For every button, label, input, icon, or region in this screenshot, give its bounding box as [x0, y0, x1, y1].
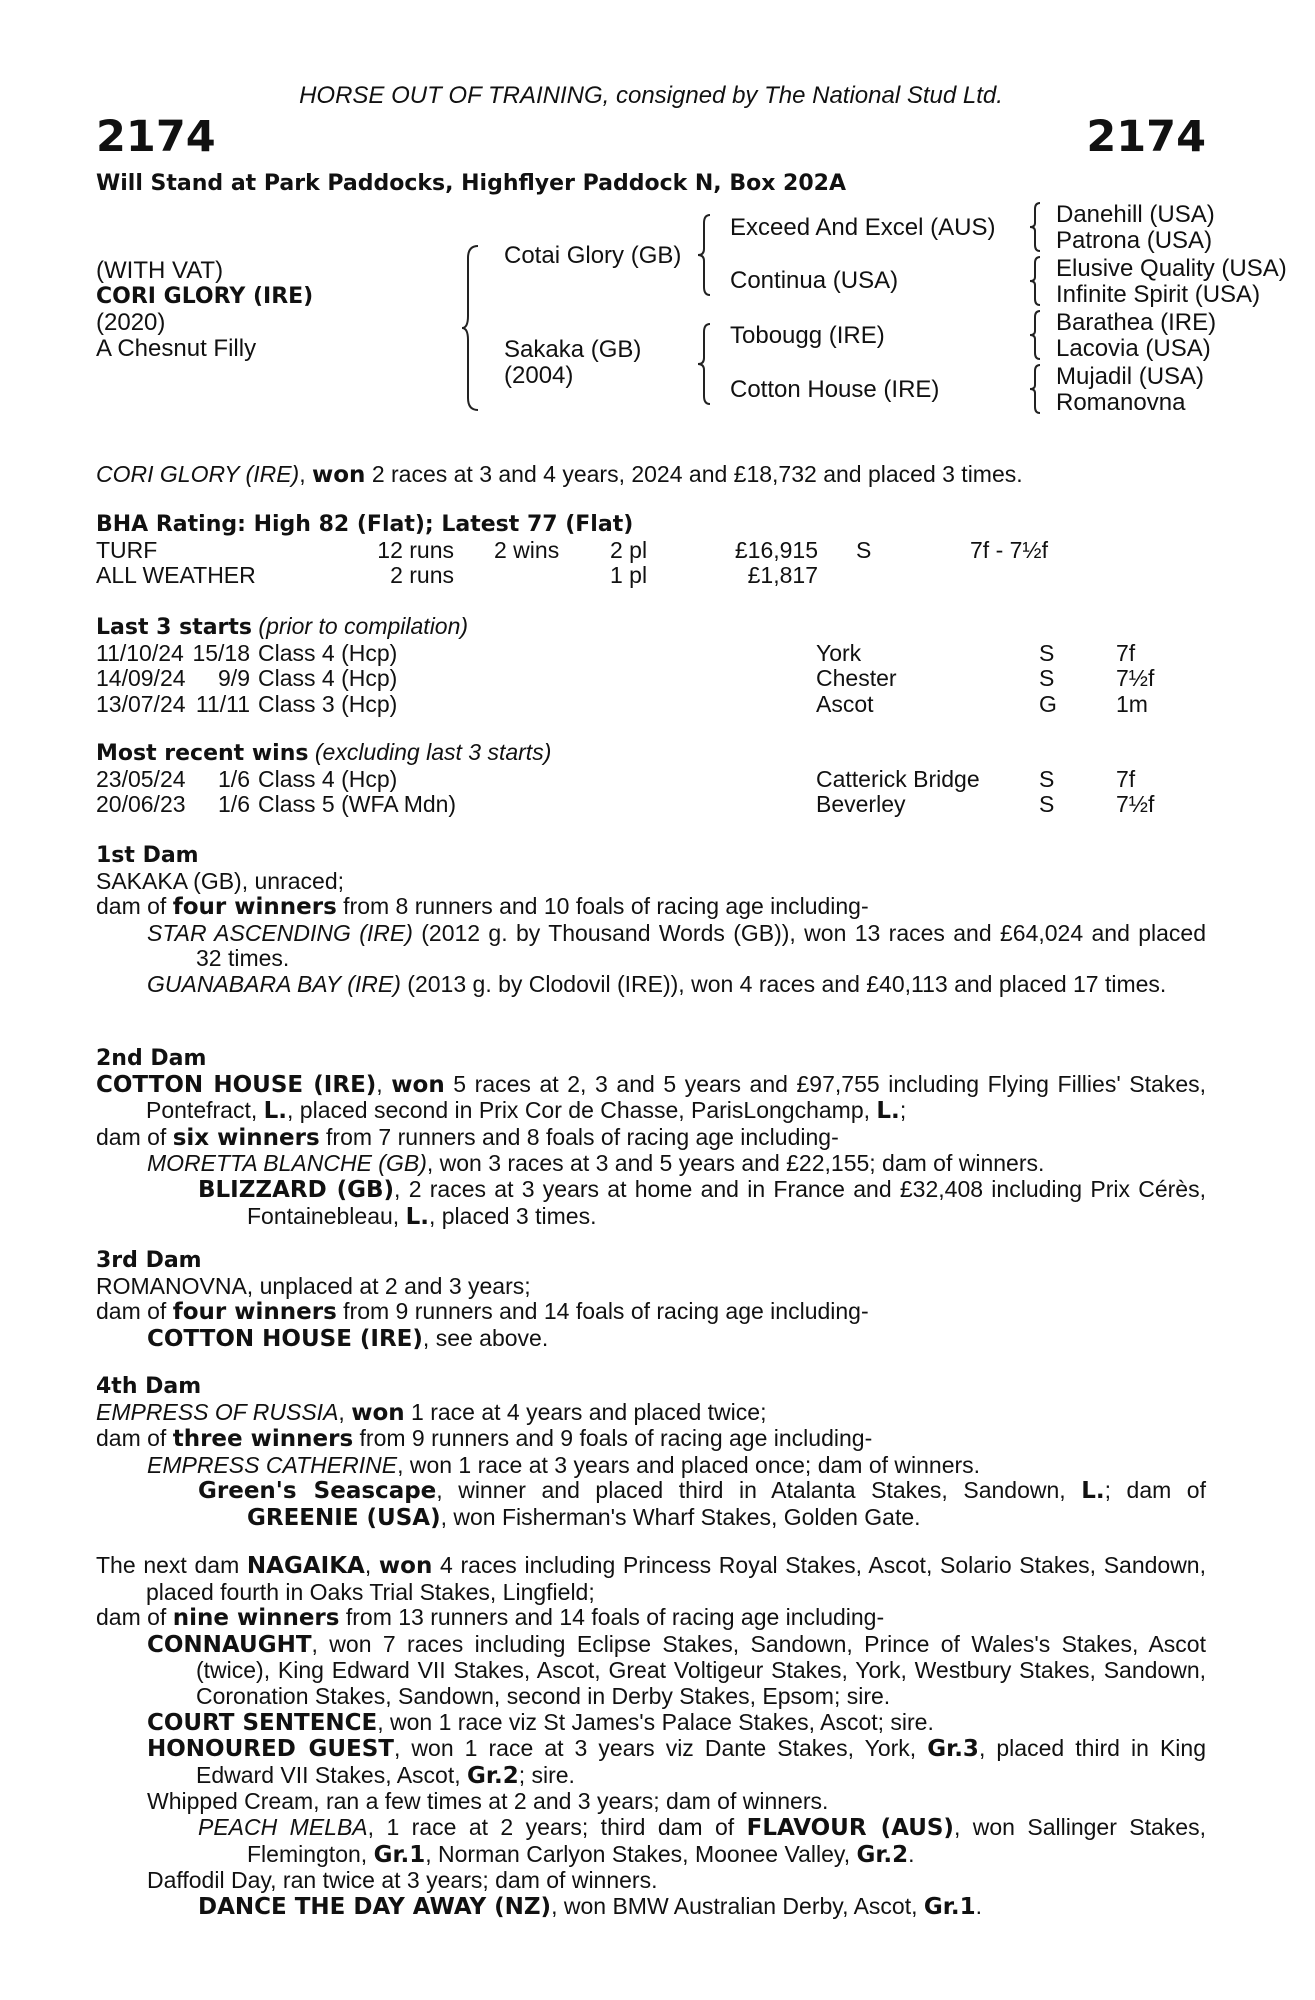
dam-sire-sire: Barathea (IRE) [1056, 309, 1217, 336]
horse-name: CORI GLORY (IRE) [96, 284, 314, 309]
last3-title: Last 3 starts [96, 615, 253, 640]
produce-entry [96, 972, 1206, 998]
main-brace [462, 244, 482, 412]
vat-note: (WITH VAT) [96, 257, 224, 284]
produce-entry [96, 921, 1206, 972]
listed-mark: L. [263, 1098, 288, 1125]
second-dam-title: 2nd Dam [96, 1046, 207, 1071]
text: from 9 runners and 9 foals of racing age including- [353, 1425, 873, 1452]
win-course: Catterick Bridge [816, 765, 980, 792]
lot-number-right: 2174 [1086, 112, 1206, 162]
first-dam-produce [96, 894, 1206, 921]
group-mark: Gr.1 [373, 1841, 426, 1868]
sire-name: Cotai Glory (GB) [504, 242, 682, 269]
win-position: 1/6 [218, 791, 250, 818]
text: The next dam [96, 1552, 247, 1578]
sire-sire-dam: Patrona (USA) [1056, 227, 1213, 254]
produce-text: , 1 race at 2 years; third dam of [367, 1813, 747, 1840]
third-dam-line: ROMANOVNA, unplaced at 2 and 3 years; [96, 1272, 531, 1299]
race-summary: CORI GLORY (IRE), won 2 races at 3 and 4 years, 2024 and £18,732 and placed 3 times. [96, 461, 1023, 488]
produce-text: , won 3 races at 3 and 5 years and £22,155; dam of winners. [426, 1150, 1045, 1177]
produce-text: . [975, 1892, 982, 1919]
first-dam-section [96, 843, 1206, 998]
rating-runs: 12 runs [377, 536, 454, 563]
produce-name: Green's Seascape [198, 1478, 437, 1505]
start-going: G [1039, 690, 1057, 717]
produce-entry: Whipped Cream, ran a few times at 2 and 3 years; dam of winners. [147, 1788, 829, 1815]
text: from 8 runners and 10 foals of racing age including- [336, 893, 869, 920]
produce-text: ; sire. [518, 1761, 575, 1788]
produce-text: , winner and placed third in Atalanta Stakes, Sandown, [436, 1477, 1082, 1504]
sire-sire-sire: Danehill (USA) [1056, 201, 1215, 228]
rating-wins: 2 wins [494, 536, 560, 563]
produce-text: , won 1 race at 3 years and placed once; dam of winners. [397, 1451, 981, 1478]
produce-text: , Norman Carlyon Stakes, Moonee Valley, [425, 1840, 857, 1867]
win-row [96, 792, 1206, 818]
group-mark: Gr.3 [927, 1736, 979, 1763]
lot-number-left: 2174 [96, 112, 216, 162]
produce-entry: Daffodil Day, ran twice at 3 years; dam of winners. [147, 1867, 658, 1894]
fourth-dam-title: 4th Dam [96, 1374, 202, 1399]
produce-name: STAR ASCENDING (IRE) [147, 919, 413, 946]
produce-name: MORETTA BLANCHE (GB) [147, 1150, 427, 1177]
listed-mark: L. [1081, 1478, 1105, 1505]
produce-text: , see above. [422, 1324, 549, 1351]
group-mark: Gr.2 [856, 1841, 909, 1868]
text: dam of [96, 1123, 173, 1150]
produce-text: , won Fisherman's Wharf Stakes, Golden Gate. [440, 1503, 921, 1530]
win-date: 20/06/23 [96, 791, 186, 818]
text: 1 race at 4 years and placed twice; [404, 1398, 767, 1425]
start-row [96, 666, 1206, 692]
dam-dam-dam: Romanovna [1056, 389, 1186, 416]
dam-name: Sakaka (GB) [504, 336, 642, 363]
produce-name: BLIZZARD (GB) [198, 1176, 395, 1203]
win-class: Class 5 (WFA Mdn) [258, 791, 457, 818]
rating-section [96, 512, 1206, 589]
produce-text: , 2 races at 3 years at home and in France and £32,408 including Prix Cérès, Fontainebleau, [247, 1175, 1206, 1229]
produce-entry [96, 1478, 1206, 1531]
start-course: Ascot [816, 690, 874, 717]
summary-text: 2 races at 3 and 4 years, 2024 and £18,732 and placed 3 times. [371, 461, 1023, 487]
text: dam of [96, 1604, 173, 1631]
produce-text: , placed 3 times. [428, 1202, 597, 1229]
start-position: 15/18 [192, 639, 250, 666]
fourth-dam-section [96, 1374, 1206, 1532]
text: 4 races including Princess Royal Stakes, Ascot, Solario Stakes, Sandown, placed fourth in Oaks Trial Stakes, Lingfield; [146, 1552, 1206, 1605]
start-position: 9/9 [218, 665, 250, 692]
produce-text: , placed third in King Edward VII Stakes, Ascot, [196, 1735, 1206, 1788]
text: , [364, 1552, 379, 1578]
dam-sire-dam: Lacovia (USA) [1056, 335, 1211, 362]
win-distance: 7f [1116, 765, 1136, 792]
next-dam-produce [96, 1605, 1206, 1632]
start-position: 11/11 [195, 690, 250, 717]
listed-mark: L. [876, 1098, 900, 1125]
rating-prize: £16,915 [734, 536, 818, 563]
third-dam-title: 3rd Dam [96, 1248, 202, 1273]
produce-name: COTTON HOUSE (IRE) [147, 1325, 423, 1352]
produce-entry [96, 1177, 1206, 1230]
group-mark: Gr.2 [467, 1762, 519, 1789]
produce-name: EMPRESS CATHERINE [147, 1451, 398, 1478]
rating-prize: £1,817 [747, 562, 818, 589]
text: dam of [96, 1425, 173, 1452]
start-date: 13/07/24 [96, 690, 186, 717]
winners-count: four winners [172, 1299, 337, 1326]
text: from 9 runners and 14 foals of racing age including- [336, 1298, 869, 1325]
rating-placed: 2 pl [610, 536, 648, 563]
third-dam-section [96, 1248, 1206, 1352]
start-class: Class 3 (Hcp) [258, 690, 398, 717]
winners-count: four winners [172, 894, 337, 921]
second-dam-entry [96, 1072, 1206, 1125]
summary-won: won [311, 462, 366, 488]
second-dam-produce [96, 1125, 1206, 1152]
text: , [376, 1070, 392, 1097]
produce-text: . [908, 1840, 915, 1867]
rating-placed: 1 pl [610, 562, 648, 589]
last-3-starts [96, 614, 1206, 717]
fourth-dam-produce [96, 1426, 1206, 1453]
produce-entry [96, 1710, 1206, 1737]
next-dam-entry [96, 1553, 1206, 1605]
produce-name: COURT SENTENCE [147, 1709, 378, 1736]
rating-runs: 2 runs [390, 562, 454, 589]
produce-name: CONNAUGHT [147, 1631, 312, 1658]
start-row [96, 641, 1206, 667]
produce-text: , won 1 race viz St James's Palace Stakes, Ascot; sire. [377, 1708, 934, 1735]
win-going: S [1039, 791, 1055, 818]
start-course: Chester [816, 665, 897, 692]
consignor-line: HORSE OUT OF TRAINING, consigned by The National Stud Ltd. [299, 82, 1003, 109]
rating-surface: TURF [96, 536, 158, 563]
next-dam-section [96, 1553, 1206, 1920]
recent-title: Most recent wins [96, 741, 309, 766]
start-going: S [1039, 665, 1055, 692]
win-distance: 7½f [1116, 791, 1155, 818]
produce-text: , won 1 race at 3 years viz Dante Stakes, York, [393, 1735, 928, 1762]
text: from 13 runners and 14 foals of racing age including- [339, 1604, 885, 1631]
start-distance: 7f [1116, 639, 1136, 666]
produce-name: GREENIE (USA) [247, 1504, 441, 1531]
produce-text: (2013 g. by Clodovil (IRE)), won 4 races and £40,113 and placed 17 times. [400, 970, 1167, 997]
produce-entry [96, 1632, 1206, 1710]
brace-ss [1028, 201, 1042, 253]
dam-dam: Cotton House (IRE) [730, 376, 940, 403]
produce-entry [96, 1453, 1206, 1479]
catalogue-page [96, 0, 1287, 2000]
won: won [378, 1553, 433, 1579]
stand-location: Will Stand at Park Paddocks, Highflyer Paddock N, Box 202A [96, 171, 847, 196]
dam-brace [696, 322, 712, 406]
win-class: Class 4 (Hcp) [258, 765, 398, 792]
sire-sire: Exceed And Excel (AUS) [730, 214, 996, 241]
start-distance: 7½f [1116, 665, 1155, 692]
brace-ds [1028, 309, 1042, 361]
rating-row-aw [96, 563, 1206, 589]
dam-sire: Tobougg (IRE) [730, 322, 885, 349]
sire-brace [696, 213, 712, 297]
produce-text: , won Sallinger Stakes, Flemington, [247, 1813, 1206, 1867]
win-row [96, 767, 1206, 793]
produce-entry [96, 1151, 1206, 1177]
produce-entry [96, 1736, 1206, 1789]
produce-text: , won BMW Australian Derby, Ascot, [551, 1892, 924, 1919]
win-date: 23/05/24 [96, 765, 186, 792]
summary-horse-name: CORI GLORY (IRE) [96, 461, 300, 487]
start-going: S [1039, 639, 1055, 666]
dam-year: (2004) [504, 362, 574, 389]
text: 5 races at 2, 3 and 5 years and £97,755 including Flying Fillies' Stakes, Pontefract, [146, 1070, 1206, 1124]
produce-entry [96, 1894, 1206, 1921]
text: dam of [96, 1298, 173, 1325]
text: ; [899, 1097, 907, 1124]
start-class: Class 4 (Hcp) [258, 639, 398, 666]
dam-name: COTTON HOUSE (IRE) [96, 1071, 377, 1098]
recent-note: (excluding last 3 starts) [314, 739, 552, 765]
text: from 7 runners and 8 foals of racing age including- [319, 1123, 839, 1150]
dam-dam-sire: Mujadil (USA) [1056, 363, 1205, 390]
win-going: S [1039, 765, 1055, 792]
start-row [96, 692, 1206, 718]
third-dam-produce [96, 1299, 1206, 1326]
rating-distance: 7f - 7½f [970, 536, 1048, 563]
first-dam-title: 1st Dam [96, 843, 199, 868]
produce-text: (2012 g. by Thousand Words (GB)), won 13 races and £64,024 and placed 32 times. [196, 919, 1206, 972]
winners-count: six winners [172, 1124, 320, 1151]
produce-name: DANCE THE DAY AWAY (NZ) [198, 1893, 552, 1920]
brace-sd [1028, 255, 1042, 307]
produce-entry [96, 1326, 1206, 1353]
horse-description: A Chesnut Filly [96, 335, 257, 362]
produce-entry [96, 1815, 1206, 1868]
winners-count: nine winners [172, 1605, 340, 1632]
produce-name: GUANABARA BAY (IRE) [147, 970, 401, 997]
rating-title: BHA Rating: High 82 (Flat); Latest 77 (Flat) [96, 512, 634, 537]
listed-mark: L. [405, 1203, 429, 1230]
text: dam of [96, 893, 173, 920]
produce-text: , won 7 races including Eclipse Stakes, Sandown, Prince of Wales's Stakes, Ascot (twice), King Edward VII Stakes, Ascot, Great Voltigeur Stakes, York, Westbury Stakes, Sandown, Coronation Stakes, Sandown, second in Derby Stakes, Epsom; sire. [196, 1630, 1206, 1709]
start-distance: 1m [1116, 690, 1148, 717]
start-course: York [816, 639, 862, 666]
rating-going: S [856, 536, 872, 563]
horse-year: (2020) [96, 309, 166, 336]
winners-count: three winners [172, 1426, 354, 1453]
sire-dam: Continua (USA) [730, 267, 899, 294]
brace-dd [1028, 363, 1042, 415]
produce-name: HONOURED GUEST [147, 1736, 394, 1763]
start-date: 11/10/24 [96, 639, 184, 666]
fourth-dam-line [96, 1400, 1206, 1427]
sire-dam-sire: Elusive Quality (USA) [1056, 255, 1287, 282]
start-date: 14/09/24 [96, 665, 186, 692]
start-class: Class 4 (Hcp) [258, 665, 398, 692]
dam-name: EMPRESS OF RUSSIA [96, 1398, 339, 1425]
text: , [338, 1398, 352, 1425]
won: won [351, 1399, 405, 1426]
win-position: 1/6 [218, 765, 250, 792]
most-recent-wins [96, 740, 1206, 818]
produce-name: FLAVOUR (AUS) [746, 1814, 954, 1841]
produce-text: ; dam of [1104, 1477, 1206, 1504]
second-dam-section [96, 1046, 1206, 1230]
dam-name: NAGAIKA [246, 1553, 365, 1579]
rating-surface: ALL WEATHER [96, 562, 256, 589]
last3-note: (prior to compilation) [258, 613, 469, 639]
first-dam-line: SAKAKA (GB), unraced; [96, 867, 345, 894]
sire-dam-dam: Infinite Spirit (USA) [1056, 281, 1261, 308]
lot-number-row [96, 112, 1206, 162]
rating-row-turf [96, 538, 1206, 564]
group-mark: Gr.1 [923, 1893, 976, 1920]
won: won [391, 1071, 445, 1098]
text: , placed second in Prix Cor de Chasse, ParisLongchamp, [287, 1097, 877, 1124]
produce-name: PEACH MELBA [198, 1813, 368, 1840]
win-course: Beverley [816, 791, 906, 818]
